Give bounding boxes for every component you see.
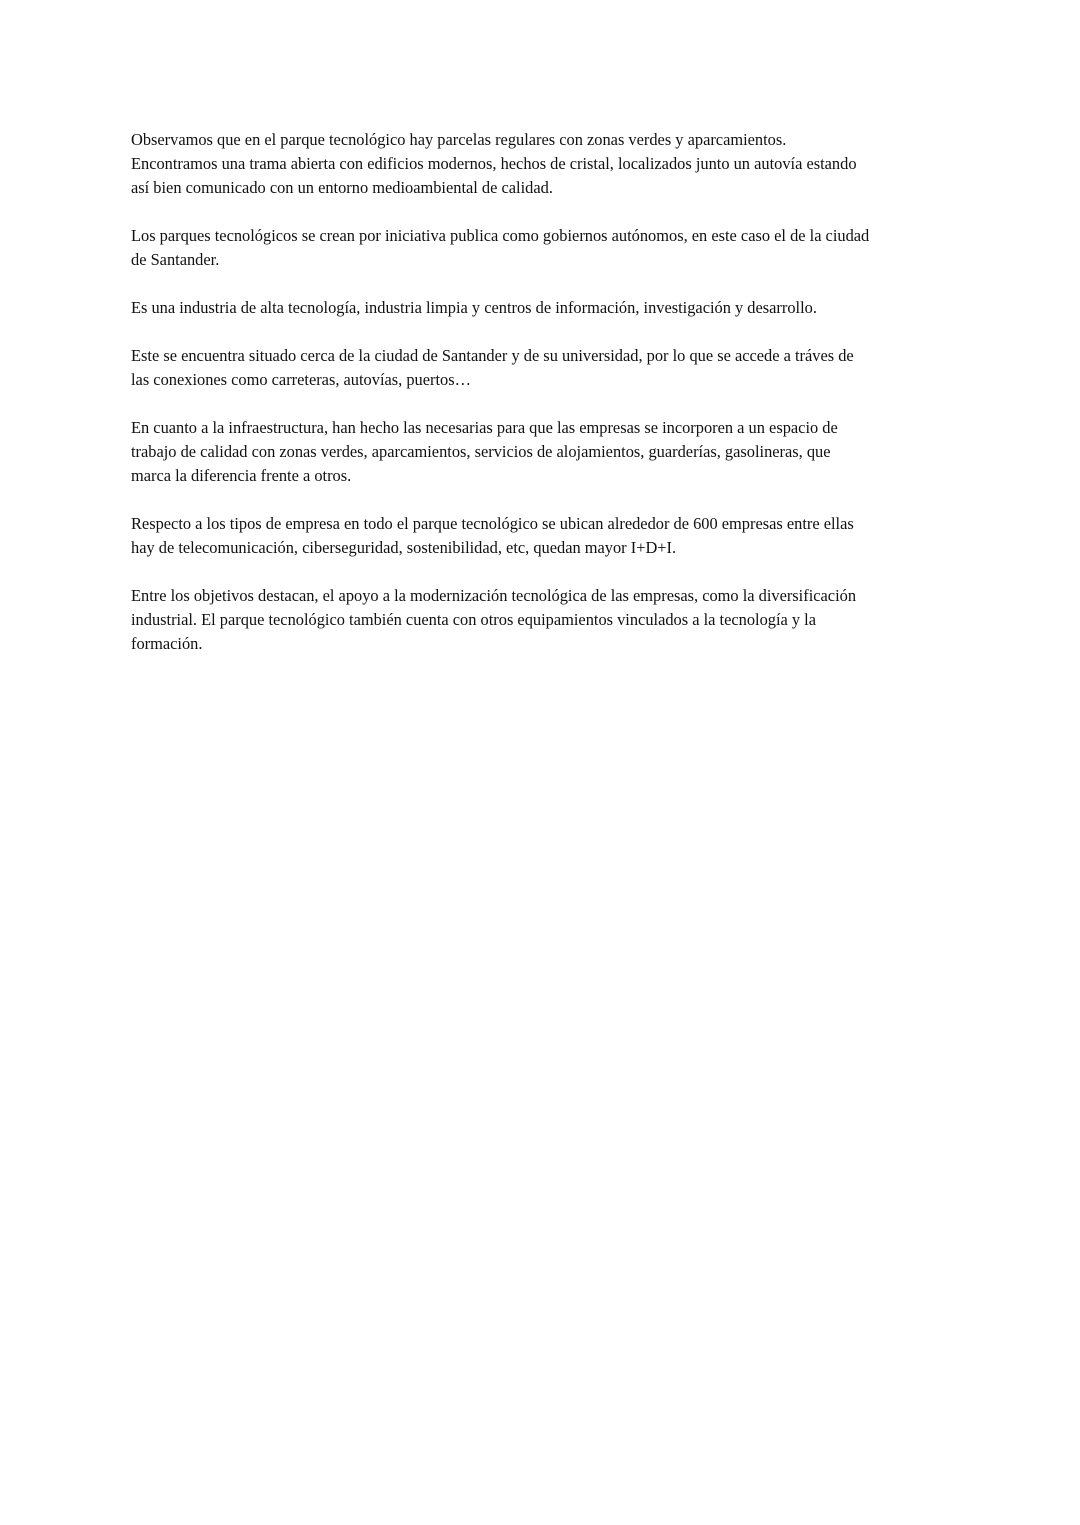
paragraph-companies: Respecto a los tipos de empresa en todo el parque tecnológico se ubican alrededor de 600 empresas entre ellas hay de telecomunicación, ciberseguridad, sostenibilidad, etc, quedan mayor I+D+I. (131, 514, 854, 557)
paragraph-location: Este se encuentra situado cerca de la ciudad de Santander y de su universidad, por lo que se accede a tráves de las conexiones como carreteras, autovías, puertos… (131, 346, 854, 389)
paragraph-description: Observamos que en el parque tecnológico hay parcelas regulares con zonas verdes y aparcamientos. Encontramos una trama abierta con edificios modernos, hechos de cristal, localizados junto un autovía estando así bien comunicado con un entorno medioambiental de calidad. (131, 130, 857, 197)
paragraph-objectives: Entre los objetivos destacan, el apoyo a la modernización tecnológica de las empresas, como la diversificación industrial. El parque tecnológico también cuenta con otros equipamientos vinculados a la tecnología y la formación. (131, 586, 857, 653)
paragraph-infrastructure: En cuanto a la infraestructura, han hecho las necesarias para que las empresas se incorporen a un espacio de trabajo de calidad con zonas verdes, aparcamientos, servicios de alojamientos, guarderías, gasolineras, que marca la diferencia frente a otros. (131, 418, 838, 485)
document-body (131, 128, 961, 680)
paragraph-industry-type: Es una industria de alta tecnología, industria limpia y centros de información, investigación y desarrollo. (131, 298, 817, 317)
paragraph-initiative: Los parques tecnológicos se crean por iniciativa publica como gobiernos autónomos, en este caso el de la ciudad de Santander. (131, 226, 870, 269)
